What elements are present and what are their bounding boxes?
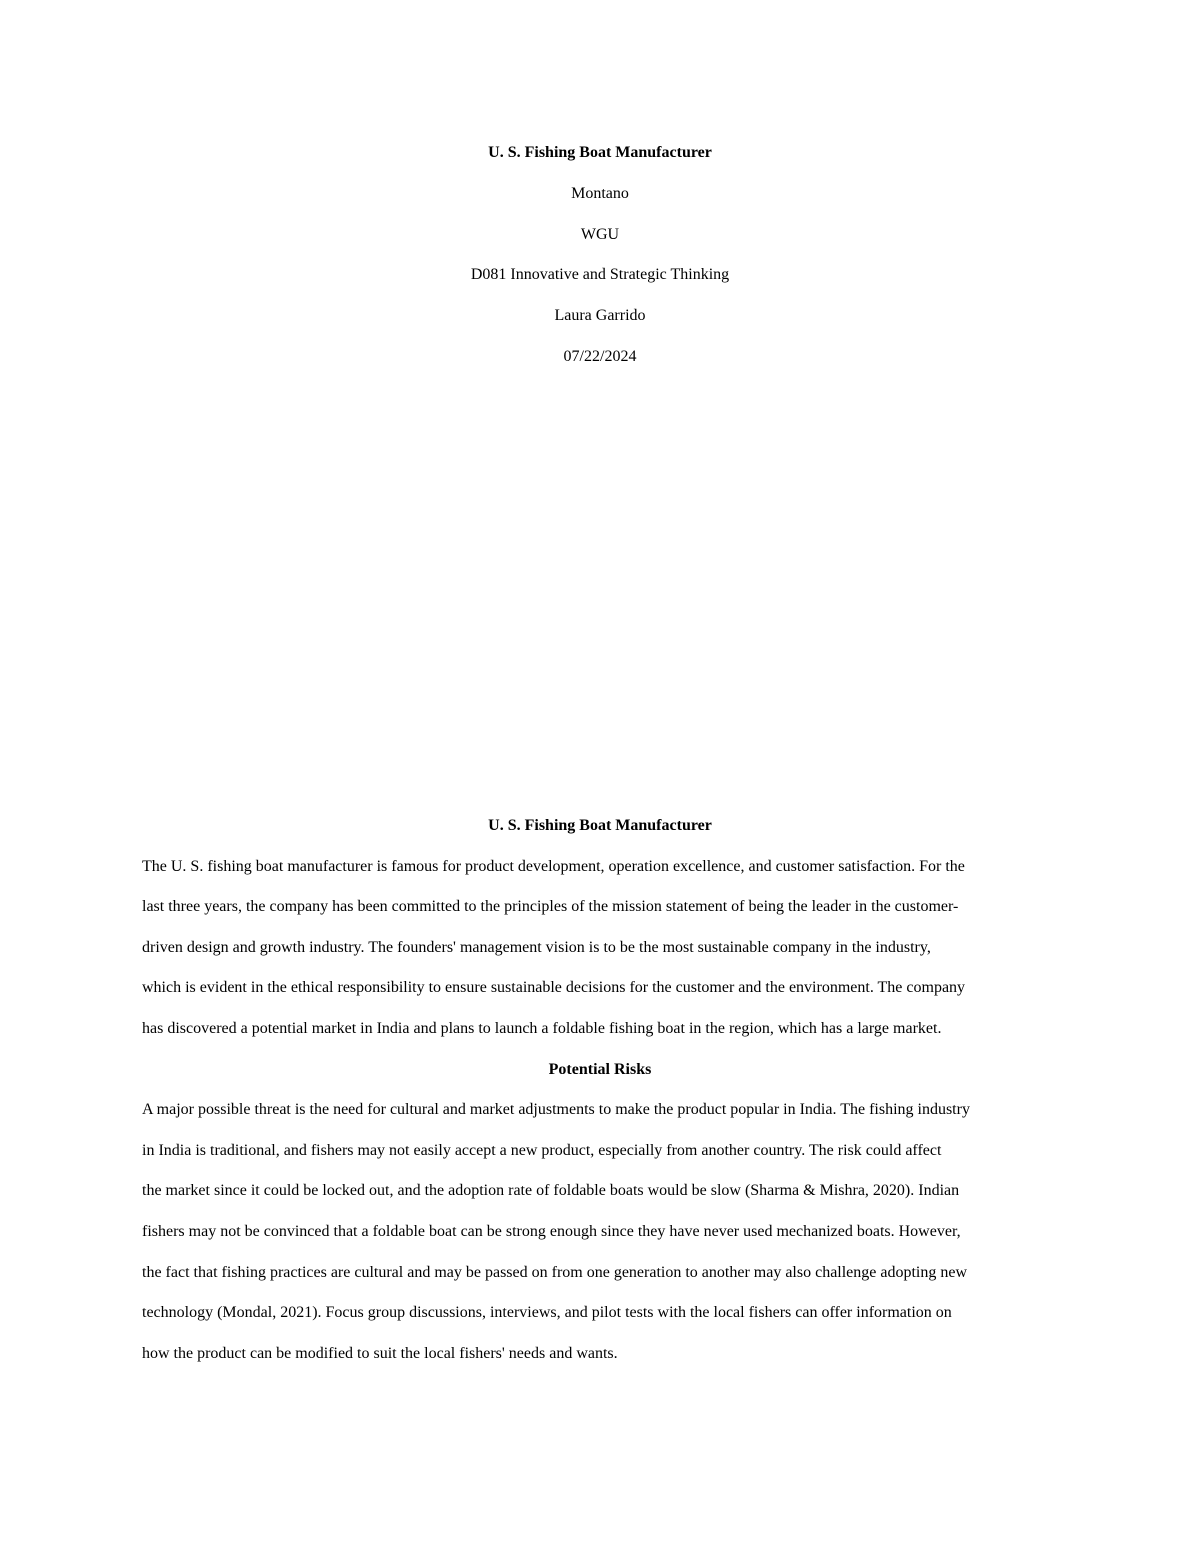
paper-title: U. S. Fishing Boat Manufacturer [488,144,712,161]
paragraph-line: the fact that fishing practices are cultural and may be passed on from one generation to another may also challenge adopting new [142,1263,968,1281]
paragraph-line: how the product can be modified to suit the local fishers' needs and wants. [142,1344,618,1362]
paragraph-line: fishers may not be convinced that a foldable boat can be strong enough since they have never used mechanized boats. However, [142,1222,961,1240]
body-block [142,812,1058,1380]
intro-paragraph [142,853,1058,1056]
instructor-name: Laura Garrido [554,307,646,325]
institution-name: WGU [580,225,620,243]
submission-date: 07/22/2024 [563,347,637,365]
body-title: U. S. Fishing Boat Manufacturer [488,817,712,834]
paragraph-line: the market since it could be locked out, and the adoption rate of foldable boats would be slow (Sharma & Mishra, 2020). Indian [142,1182,960,1200]
paragraph-line: which is evident in the ethical responsibility to ensure sustainable decisions for the customer and the environment. The company [142,979,966,997]
paragraph-line: technology (Mondal, 2021). Focus group discussions, interviews, and pilot tests with the local fishers can offer information on [142,1304,952,1322]
paragraph-line: last three years, the company has been committed to the principles of the mission statement of being the leader in the customer- [142,898,959,916]
paragraph-line: has discovered a potential market in India and plans to launch a foldable fishing boat in the region, which has a large market. [142,1019,942,1037]
paragraph-line: in India is traditional, and fishers may not easily accept a new product, especially from another country. The risk could affect [142,1141,942,1159]
paragraph-line: driven design and growth industry. The founders' management vision is to be the most sustainable company in the industry, [142,938,931,956]
section-heading-potential-risks: Potential Risks [548,1060,652,1078]
paragraph-line: The U. S. fishing boat manufacturer is famous for product development, operation excellence, and customer satisfaction. For the [142,857,965,875]
course-name: D081 Innovative and Strategic Thinking [470,266,730,284]
author-name: Montano [571,184,629,202]
title-page-block [0,139,1200,384]
risks-paragraph [142,1096,1058,1380]
paragraph-line: A major possible threat is the need for cultural and market adjustments to make the product popular in India. The fishing industry [142,1101,970,1119]
